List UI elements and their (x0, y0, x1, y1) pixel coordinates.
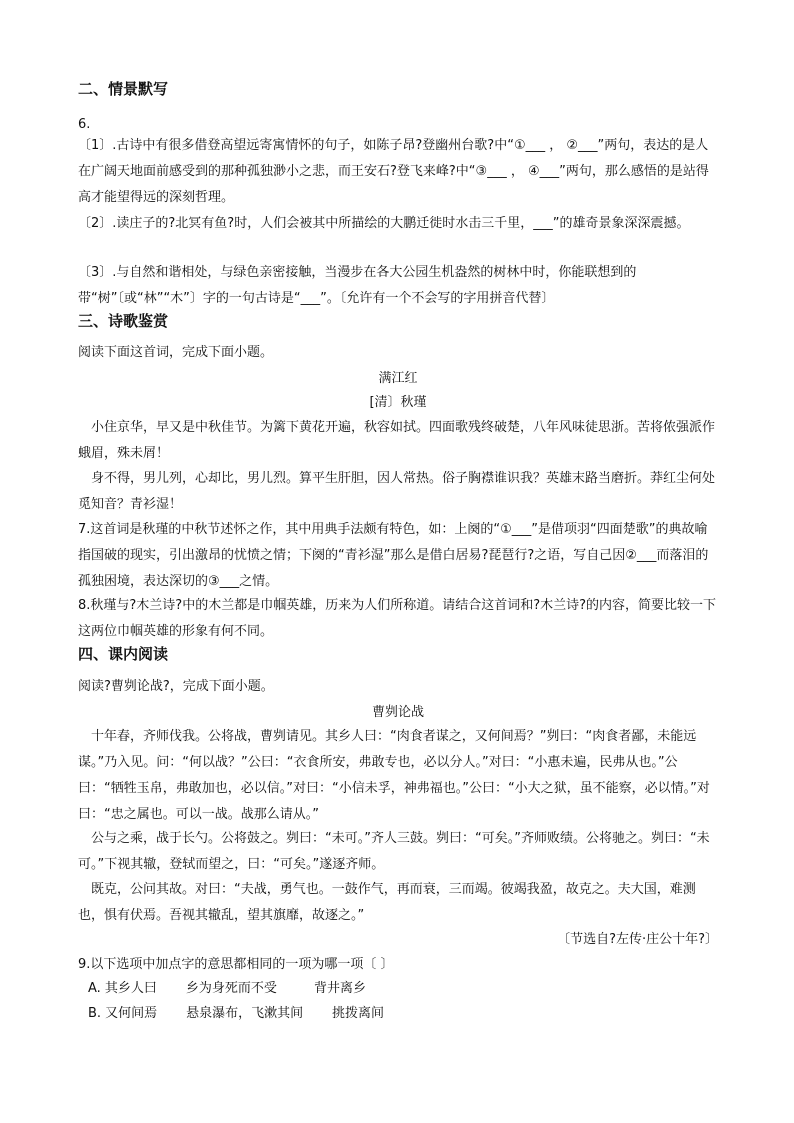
poem-stanza-2: 身不得，男儿列，心却比，男儿烈。算平生肝胆，因人常热。俗子胸襟谁识我？英雄末路当磨折。莽红尘何处觅知音？青衫湿！ (78, 471, 716, 512)
poem-stanza-1: 小住京华，早又是中秋佳节。为篱下黄花开遍，秋容如拭。四面歌残终破楚，八年风味徒思浙。苦将侬强派作蛾眉，殊未屑！ (78, 420, 716, 461)
section-3-intro: 阅读下面这首词，完成下面小题。 (78, 345, 274, 360)
section-heading-2: 二、情景默写 (78, 80, 169, 98)
passage-title: 曹刿论战 (371, 705, 424, 720)
section-heading-3: 三、诗歌鉴赏 (78, 312, 169, 330)
poem-title: 满江红 (378, 371, 418, 386)
section-4-intro: 阅读?曹刿论战?，完成下面小题。 (78, 679, 274, 694)
passage-paragraph-3: 既克，公问其故。对曰：“夫战，勇气也。一鼓作气，再而衰，三而竭。彼竭我盈，故克之。夫大国，难测也，惧有伏焉。吾视其辙乱，望其旗靡，故逐之。” (78, 882, 696, 923)
question-6-part-3: 〔3〕.与自然和谐相处，与绿色亲密接触，当漫步在各大公园生机盎然的树林中时，你能联想到的带“树”〔或“林”“木”〕字的一句古诗是“___”。〔允许有一个不会写的字用拼音代替〕 (78, 265, 637, 306)
question-9-option-a: A. 其乡人曰 乡为身死而不受 背井离乡 (88, 981, 367, 996)
question-9-option-b: B. 又何间焉 悬泉瀑布，飞漱其间 挑拨离间 (88, 1006, 385, 1021)
passage-source: 〔节选自?左传·庄公十年?〕 (557, 932, 718, 947)
section-heading-4: 四、课内阅读 (78, 645, 169, 663)
question-6-part-2: 〔2〕.读庄子的?北冥有鱼?时，人们会被其中所描绘的大鹏迁徙时水击三千里，___”的雄奇景象深深震撼。 (78, 216, 690, 231)
passage-paragraph-1: 十年春，齐师伐我。公将战，曹刿请见。其乡人曰：“肉食者谋之，又何间焉？”刿曰：“肉食者鄙，未能远谋。”乃入见。问：“何以战？”公曰：“衣食所安，弗敢专也，必以分人。”对曰：“小惠未遍，民弗从也。”公曰：“牺牲玉帛，弗敢加也，必以信。”对曰：“小信未孚，神弗福也。”公曰：“小大之狱，虽不能察，必以情。”对曰：“忠之属也。可以一战。战那么请从。” (78, 729, 710, 822)
passage-paragraph-2: 公与之乘，战于长勺。公将鼓之。刿曰：“未可。”齐人三鼓。刿曰：“可矣。”齐师败绩。公将驰之。刿曰：“未可。”下视其辙，登轼而望之，曰：“可矣。”遂逐齐师。 (78, 831, 710, 872)
question-9: 9.以下选项中加点字的意思都相同的一项为哪一项〔 〕 (78, 957, 394, 972)
question-7: 7.这首词是秋瑾的中秋节述怀之作，其中用典手法颇有特色，如：上阕的“①___”是借项羽“四面楚歌”的典故喻指国破的现实，引出激昂的忧愤之情；下阕的“青衫湿”那么是借白居易?琵琶行?之语，写自己因②___而落泪的孤独困境，表达深切的③___之情。 (78, 522, 709, 589)
question-6-part-1: 〔1〕.古诗中有很多借登高望远寄寓情怀的句子，如陈子昂?登幽州台歌?中“①___ ， ②___”两句，表达的是人在广阔天地面前感受到的那种孤独渺小之悲，而王安石?登飞来峰?中“③___ ， ④___”两句，那么感悟的是站得高才能望得远的深刻哲理。 (78, 138, 709, 205)
poem-author: [清〕秋瑾 (369, 395, 427, 410)
question-8: 8.秋瑾与?木兰诗?中的木兰都是巾帼英雄，历来为人们所称道。请结合这首词和?木兰诗?的内容，简要比较一下这两位巾帼英雄的形象有何不同。 (78, 598, 717, 639)
question-6-number: 6. (78, 117, 91, 132)
